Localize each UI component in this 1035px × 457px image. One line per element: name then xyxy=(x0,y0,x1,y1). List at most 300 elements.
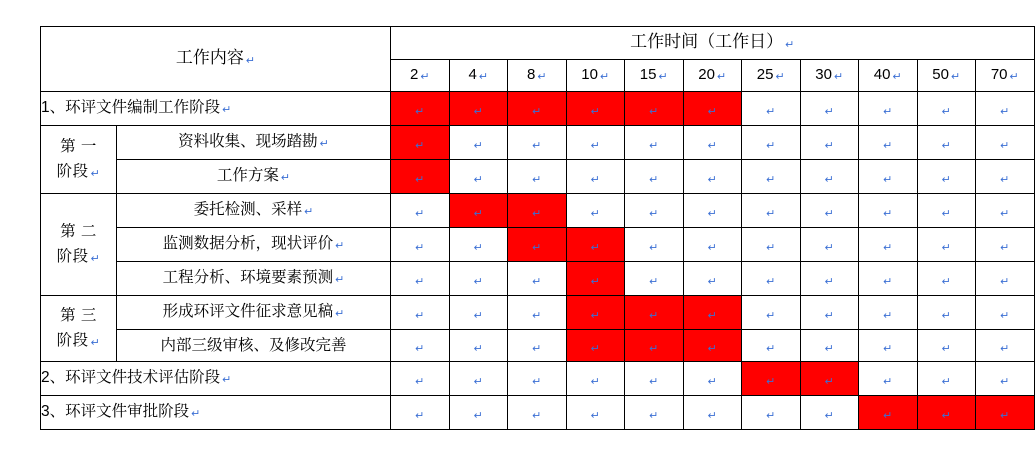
pilcrow-icon: ↵ xyxy=(941,342,951,355)
gantt-cell xyxy=(800,396,859,430)
gantt-table-wrapper xyxy=(40,26,1019,430)
gantt-cell xyxy=(742,92,801,126)
table-row xyxy=(41,126,1035,160)
table-row xyxy=(41,92,1035,126)
pilcrow-icon: ↵ xyxy=(1009,71,1019,83)
pilcrow-icon: ↵ xyxy=(883,375,893,388)
pilcrow-icon: ↵ xyxy=(658,71,668,83)
header-day-label: 70 xyxy=(990,66,1008,83)
task-cell xyxy=(117,160,391,194)
gantt-cell xyxy=(859,362,918,396)
gantt-cell xyxy=(508,126,567,160)
pilcrow-icon: ↵ xyxy=(590,105,600,118)
header-day-30 xyxy=(800,60,859,92)
gantt-cell xyxy=(449,228,508,262)
table-row xyxy=(41,262,1035,296)
pilcrow-icon: ↵ xyxy=(707,375,717,388)
gantt-cell xyxy=(391,362,450,396)
gantt-cell xyxy=(742,194,801,228)
gantt-cell xyxy=(800,126,859,160)
pilcrow-icon: ↵ xyxy=(1000,139,1010,152)
gantt-cell xyxy=(859,330,918,362)
table-row xyxy=(41,330,1035,362)
phase-line-text: 阶段 xyxy=(56,331,89,349)
pilcrow-icon: ↵ xyxy=(775,71,785,83)
phase-line-2 xyxy=(41,329,116,353)
pilcrow-icon: ↵ xyxy=(941,275,951,288)
phase-line: 第 三 xyxy=(60,307,97,325)
gantt-cell xyxy=(391,126,450,160)
pilcrow-icon: ↵ xyxy=(335,274,345,286)
pilcrow-icon: ↵ xyxy=(222,374,232,386)
header-day-4 xyxy=(449,60,508,92)
pilcrow-icon: ↵ xyxy=(824,173,834,186)
pilcrow-icon: ↵ xyxy=(473,309,483,322)
task-cell xyxy=(117,296,391,330)
pilcrow-icon: ↵ xyxy=(532,375,542,388)
gantt-cell xyxy=(917,330,976,362)
phase-line-text: 阶段 xyxy=(56,162,89,180)
pilcrow-icon: ↵ xyxy=(1000,375,1010,388)
row-label-text: 2、环评文件技术评估阶段 xyxy=(41,369,221,386)
gantt-cell xyxy=(508,92,567,126)
pilcrow-icon: ↵ xyxy=(532,105,542,118)
header-day-label: 50 xyxy=(932,66,949,83)
pilcrow-icon: ↵ xyxy=(766,375,776,388)
pilcrow-icon: ↵ xyxy=(1000,241,1010,254)
header-day-8 xyxy=(508,60,567,92)
gantt-cell xyxy=(859,160,918,194)
pilcrow-icon: ↵ xyxy=(415,105,425,118)
pilcrow-icon: ↵ xyxy=(473,375,483,388)
header-day-10 xyxy=(566,60,625,92)
gantt-cell xyxy=(976,92,1035,126)
gantt-cell xyxy=(566,296,625,330)
table-row xyxy=(41,160,1035,194)
pilcrow-icon: ↵ xyxy=(415,375,425,388)
pilcrow-icon: ↵ xyxy=(707,275,717,288)
pilcrow-icon: ↵ xyxy=(950,71,961,83)
pilcrow-icon: ↵ xyxy=(415,241,425,254)
gantt-cell xyxy=(449,262,508,296)
pilcrow-icon: ↵ xyxy=(941,309,951,322)
gantt-cell xyxy=(625,126,684,160)
header-day-2 xyxy=(391,60,450,92)
task-label: 工作方案 xyxy=(216,167,279,184)
gantt-cell xyxy=(800,296,859,330)
gantt-cell xyxy=(625,396,684,430)
pilcrow-icon: ↵ xyxy=(537,71,547,83)
row-label xyxy=(41,92,391,126)
pilcrow-icon: ↵ xyxy=(941,207,951,220)
pilcrow-icon: ↵ xyxy=(415,342,425,355)
pilcrow-icon: ↵ xyxy=(649,105,659,118)
pilcrow-icon: ↵ xyxy=(824,139,834,152)
pilcrow-icon: ↵ xyxy=(304,206,314,218)
phase-line: 第 二 xyxy=(60,223,97,241)
pilcrow-icon: ↵ xyxy=(532,342,542,355)
gantt-cell xyxy=(391,296,450,330)
phase-line: 第 一 xyxy=(60,138,97,156)
task-label: 工程分析、环境要素预测 xyxy=(162,269,334,286)
pilcrow-icon: ↵ xyxy=(883,309,893,322)
gantt-cell xyxy=(683,330,742,362)
gantt-cell xyxy=(859,228,918,262)
gantt-cell xyxy=(800,92,859,126)
pilcrow-icon: ↵ xyxy=(883,342,893,355)
gantt-cell xyxy=(683,160,742,194)
gantt-cell xyxy=(976,228,1035,262)
task-cell xyxy=(117,194,391,228)
gantt-cell xyxy=(625,194,684,228)
gantt-cell xyxy=(566,362,625,396)
pilcrow-icon: ↵ xyxy=(649,139,659,152)
pilcrow-icon: ↵ xyxy=(1000,173,1010,186)
gantt-cell xyxy=(625,160,684,194)
table-row xyxy=(41,296,1035,330)
pilcrow-icon: ↵ xyxy=(473,241,483,254)
gantt-cell xyxy=(917,296,976,330)
pilcrow-icon: ↵ xyxy=(707,139,717,152)
gantt-cell xyxy=(976,126,1035,160)
gantt-cell xyxy=(917,228,976,262)
work-schedule-table xyxy=(40,26,1035,430)
pilcrow-icon: ↵ xyxy=(824,309,834,322)
gantt-cell xyxy=(917,126,976,160)
pilcrow-icon: ↵ xyxy=(245,55,256,67)
task-cell xyxy=(117,262,391,296)
gantt-cell xyxy=(508,228,567,262)
pilcrow-icon: ↵ xyxy=(707,173,717,186)
gantt-cell xyxy=(508,396,567,430)
phase-line-2 xyxy=(41,245,116,269)
header-day-label: 15 xyxy=(639,66,657,83)
pilcrow-icon: ↵ xyxy=(649,309,659,322)
pilcrow-icon: ↵ xyxy=(415,275,425,288)
pilcrow-icon: ↵ xyxy=(1000,275,1010,288)
table-header-row-1 xyxy=(41,27,1035,60)
pilcrow-icon: ↵ xyxy=(883,207,893,220)
gantt-cell xyxy=(625,362,684,396)
gantt-cell xyxy=(625,92,684,126)
pilcrow-icon: ↵ xyxy=(1000,105,1010,118)
gantt-cell xyxy=(742,330,801,362)
task-cell xyxy=(117,330,391,362)
pilcrow-icon: ↵ xyxy=(335,308,345,320)
pilcrow-icon: ↵ xyxy=(883,139,893,152)
task-label: 内部三级审核、及修改完善 xyxy=(160,337,347,354)
header-work-time-label: 工作时间（工作日） xyxy=(630,32,784,51)
gantt-cell xyxy=(917,92,976,126)
gantt-cell xyxy=(976,330,1035,362)
pilcrow-icon: ↵ xyxy=(590,342,600,355)
pilcrow-icon: ↵ xyxy=(590,207,600,220)
gantt-cell xyxy=(625,228,684,262)
pilcrow-icon: ↵ xyxy=(532,207,542,220)
header-day-label: 30 xyxy=(815,66,832,83)
pilcrow-icon: ↵ xyxy=(649,409,659,422)
pilcrow-icon: ↵ xyxy=(707,207,717,220)
pilcrow-icon: ↵ xyxy=(280,172,291,184)
pilcrow-icon: ↵ xyxy=(716,71,727,83)
gantt-cell xyxy=(391,330,450,362)
gantt-cell xyxy=(391,92,450,126)
gantt-cell xyxy=(683,296,742,330)
pilcrow-icon: ↵ xyxy=(941,173,951,186)
gantt-cell xyxy=(800,160,859,194)
pilcrow-icon: ↵ xyxy=(1000,409,1010,422)
gantt-cell xyxy=(449,126,508,160)
gantt-cell xyxy=(566,396,625,430)
pilcrow-icon: ↵ xyxy=(833,71,844,83)
pilcrow-icon: ↵ xyxy=(590,173,600,186)
gantt-cell xyxy=(508,262,567,296)
pilcrow-icon: ↵ xyxy=(824,275,834,288)
pilcrow-icon: ↵ xyxy=(590,275,600,288)
header-day-label: 40 xyxy=(873,66,891,83)
pilcrow-icon: ↵ xyxy=(766,241,776,254)
gantt-cell xyxy=(391,194,450,228)
pilcrow-icon: ↵ xyxy=(590,409,600,422)
pilcrow-icon: ↵ xyxy=(766,409,776,422)
pilcrow-icon: ↵ xyxy=(824,105,834,118)
gantt-cell xyxy=(976,362,1035,396)
pilcrow-icon: ↵ xyxy=(415,207,425,220)
pilcrow-icon: ↵ xyxy=(473,342,483,355)
pilcrow-icon: ↵ xyxy=(1000,207,1010,220)
pilcrow-icon: ↵ xyxy=(590,375,600,388)
header-day-label: 4 xyxy=(468,66,477,83)
table-row xyxy=(41,194,1035,228)
gantt-cell xyxy=(742,296,801,330)
gantt-cell xyxy=(566,262,625,296)
phase-cell-2 xyxy=(41,194,117,296)
header-day-label: 2 xyxy=(409,66,419,83)
task-cell xyxy=(117,228,391,262)
pilcrow-icon: ↵ xyxy=(766,207,776,220)
gantt-cell xyxy=(917,194,976,228)
pilcrow-icon: ↵ xyxy=(473,105,483,118)
gantt-cell xyxy=(917,396,976,430)
pilcrow-icon: ↵ xyxy=(90,167,101,180)
header-day-50 xyxy=(917,60,976,92)
pilcrow-icon: ↵ xyxy=(941,241,951,254)
header-day-40 xyxy=(859,60,918,92)
gantt-cell xyxy=(683,396,742,430)
header-day-70 xyxy=(976,60,1035,92)
pilcrow-icon: ↵ xyxy=(335,240,345,252)
pilcrow-icon: ↵ xyxy=(707,409,717,422)
pilcrow-icon: ↵ xyxy=(473,207,483,220)
gantt-cell xyxy=(508,362,567,396)
gantt-cell xyxy=(566,194,625,228)
row-label xyxy=(41,362,391,396)
gantt-cell xyxy=(859,296,918,330)
pilcrow-icon: ↵ xyxy=(590,139,600,152)
pilcrow-icon: ↵ xyxy=(532,173,542,186)
pilcrow-icon: ↵ xyxy=(941,409,951,422)
pilcrow-icon: ↵ xyxy=(590,309,600,322)
gantt-cell xyxy=(566,126,625,160)
pilcrow-icon: ↵ xyxy=(707,309,717,322)
pilcrow-icon: ↵ xyxy=(319,138,329,150)
gantt-cell xyxy=(859,396,918,430)
gantt-cell xyxy=(508,194,567,228)
header-day-15 xyxy=(625,60,684,92)
gantt-cell xyxy=(859,194,918,228)
phase-line-text: 阶段 xyxy=(56,247,89,265)
gantt-cell xyxy=(449,362,508,396)
task-label: 形成环评文件征求意见稿 xyxy=(162,303,334,320)
gantt-cell xyxy=(508,330,567,362)
gantt-cell xyxy=(976,296,1035,330)
pilcrow-icon: ↵ xyxy=(766,105,776,118)
gantt-cell xyxy=(449,92,508,126)
pilcrow-icon: ↵ xyxy=(766,139,776,152)
pilcrow-icon: ↵ xyxy=(785,39,795,51)
gantt-cell xyxy=(917,362,976,396)
gantt-cell xyxy=(859,92,918,126)
pilcrow-icon: ↵ xyxy=(415,409,425,422)
pilcrow-icon: ↵ xyxy=(766,275,776,288)
gantt-cell xyxy=(976,262,1035,296)
pilcrow-icon: ↵ xyxy=(90,336,101,349)
pilcrow-icon: ↵ xyxy=(649,173,659,186)
gantt-cell xyxy=(742,362,801,396)
row-label xyxy=(41,396,391,430)
pilcrow-icon: ↵ xyxy=(473,139,483,152)
pilcrow-icon: ↵ xyxy=(649,207,659,220)
header-day-label: 20 xyxy=(698,66,715,83)
gantt-cell xyxy=(508,296,567,330)
gantt-cell xyxy=(800,228,859,262)
gantt-cell xyxy=(449,296,508,330)
pilcrow-icon: ↵ xyxy=(649,275,659,288)
pilcrow-icon: ↵ xyxy=(473,409,483,422)
phase-cell-3 xyxy=(41,296,117,362)
header-work-content xyxy=(41,27,391,92)
gantt-cell xyxy=(742,126,801,160)
pilcrow-icon: ↵ xyxy=(824,409,834,422)
gantt-cell xyxy=(683,92,742,126)
pilcrow-icon: ↵ xyxy=(1000,342,1010,355)
gantt-cell xyxy=(742,396,801,430)
pilcrow-icon: ↵ xyxy=(941,375,951,388)
pilcrow-icon: ↵ xyxy=(883,241,893,254)
pilcrow-icon: ↵ xyxy=(478,71,489,83)
gantt-cell xyxy=(683,362,742,396)
pilcrow-icon: ↵ xyxy=(892,71,902,83)
gantt-cell xyxy=(683,194,742,228)
gantt-cell xyxy=(625,296,684,330)
gantt-cell xyxy=(683,126,742,160)
pilcrow-icon: ↵ xyxy=(415,173,425,186)
gantt-cell xyxy=(742,262,801,296)
gantt-cell xyxy=(976,160,1035,194)
gantt-cell xyxy=(683,262,742,296)
header-work-time xyxy=(391,27,1035,60)
gantt-cell xyxy=(566,330,625,362)
pilcrow-icon: ↵ xyxy=(532,309,542,322)
gantt-cell xyxy=(859,262,918,296)
pilcrow-icon: ↵ xyxy=(590,241,600,254)
gantt-cell xyxy=(683,228,742,262)
pilcrow-icon: ↵ xyxy=(90,252,101,265)
gantt-cell xyxy=(566,160,625,194)
table-row xyxy=(41,396,1035,430)
gantt-cell xyxy=(800,194,859,228)
pilcrow-icon: ↵ xyxy=(707,342,717,355)
gantt-cell xyxy=(742,228,801,262)
header-day-label: 10 xyxy=(581,66,598,83)
gantt-cell xyxy=(391,262,450,296)
gantt-cell xyxy=(800,330,859,362)
gantt-cell xyxy=(449,160,508,194)
table-row xyxy=(41,228,1035,262)
gantt-cell xyxy=(800,362,859,396)
gantt-cell xyxy=(976,396,1035,430)
pilcrow-icon: ↵ xyxy=(707,105,717,118)
pilcrow-icon: ↵ xyxy=(766,342,776,355)
row-label-text: 3、环评文件审批阶段 xyxy=(41,403,190,420)
gantt-cell xyxy=(917,160,976,194)
task-label: 委托检测、采样 xyxy=(193,201,303,218)
row-label-text: 1、环评文件编制工作阶段 xyxy=(41,99,221,116)
gantt-cell xyxy=(449,330,508,362)
pilcrow-icon: ↵ xyxy=(415,309,425,322)
pilcrow-icon: ↵ xyxy=(649,241,659,254)
pilcrow-icon: ↵ xyxy=(824,207,834,220)
gantt-cell xyxy=(800,262,859,296)
gantt-cell xyxy=(566,228,625,262)
pilcrow-icon: ↵ xyxy=(473,275,483,288)
pilcrow-icon: ↵ xyxy=(883,409,893,422)
header-work-content-label: 工作内容 xyxy=(175,48,244,67)
pilcrow-icon: ↵ xyxy=(883,275,893,288)
gantt-cell xyxy=(917,262,976,296)
pilcrow-icon: ↵ xyxy=(1000,309,1010,322)
pilcrow-icon: ↵ xyxy=(532,275,542,288)
pilcrow-icon: ↵ xyxy=(766,173,776,186)
header-day-label: 25 xyxy=(756,66,774,83)
pilcrow-icon: ↵ xyxy=(707,241,717,254)
header-day-20 xyxy=(683,60,742,92)
pilcrow-icon: ↵ xyxy=(941,139,951,152)
table-row xyxy=(41,362,1035,396)
pilcrow-icon: ↵ xyxy=(649,375,659,388)
pilcrow-icon: ↵ xyxy=(473,173,483,186)
gantt-cell xyxy=(449,194,508,228)
gantt-cell xyxy=(859,126,918,160)
gantt-cell xyxy=(566,92,625,126)
gantt-cell xyxy=(976,194,1035,228)
gantt-cell xyxy=(391,228,450,262)
phase-cell-1 xyxy=(41,126,117,194)
pilcrow-icon: ↵ xyxy=(824,342,834,355)
pilcrow-icon: ↵ xyxy=(824,241,834,254)
pilcrow-icon: ↵ xyxy=(420,71,430,83)
gantt-cell xyxy=(625,262,684,296)
phase-line-2 xyxy=(41,160,116,184)
gantt-cell xyxy=(449,396,508,430)
pilcrow-icon: ↵ xyxy=(191,408,201,420)
task-label: 资料收集、现场踏勘 xyxy=(178,133,318,150)
gantt-cell xyxy=(508,160,567,194)
task-cell xyxy=(117,126,391,160)
pilcrow-icon: ↵ xyxy=(415,139,425,152)
pilcrow-icon: ↵ xyxy=(532,139,542,152)
pilcrow-icon: ↵ xyxy=(532,241,542,254)
